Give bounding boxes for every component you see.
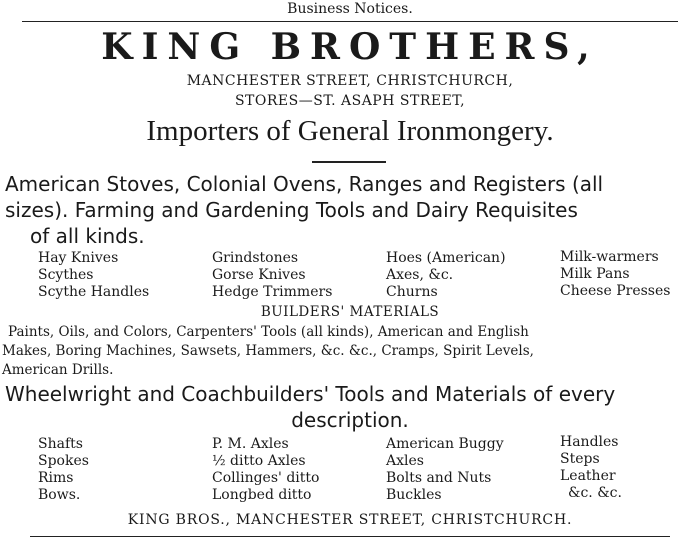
list-item: Bolts and Nuts	[386, 470, 492, 486]
list-item: Axes, &c.	[386, 267, 454, 283]
list-item: Hoes (American)	[386, 250, 506, 266]
section-title: Business Notices.	[287, 1, 413, 17]
list-item: ½ ditto Axles	[212, 453, 306, 469]
list-item: P. M. Axles	[212, 436, 289, 452]
list-item: American Buggy	[386, 436, 504, 452]
builders-line-2: Makes, Boring Machines, Sawsets, Hammers, &c. &c., Cramps, Spirit Levels,	[2, 343, 534, 359]
materials-column-4	[560, 434, 622, 502]
list-item: Axles	[386, 453, 424, 469]
firm-name: KING BROTHERS,	[101, 26, 599, 68]
list-item: Hedge Trimmers	[212, 284, 333, 300]
list-item: Grindstones	[212, 250, 299, 266]
list-item: Milk-warmers	[560, 249, 659, 265]
materials-column-1	[38, 436, 89, 504]
list-item: Leather	[560, 468, 616, 484]
tools-column-3	[386, 250, 506, 301]
top-rule	[22, 21, 678, 22]
list-item: Cheese Presses	[560, 283, 671, 299]
tools-column-4	[560, 249, 670, 300]
list-item: Collinges' ditto	[212, 470, 320, 486]
wheelwright-line-2: description.	[291, 408, 409, 432]
list-item: Steps	[560, 451, 600, 467]
intro-line-2: sizes). Farming and Gardening Tools and Dairy Requisites	[5, 198, 578, 222]
wheelwright-line-1: Wheelwright and Coachbuilders' Tools and Materials of every	[5, 382, 616, 406]
list-item: Gorse Knives	[212, 267, 306, 283]
list-item: Churns	[386, 284, 438, 300]
tagline: Importers of General Ironmongery.	[146, 115, 554, 147]
list-item: Bows.	[38, 487, 81, 503]
materials-column-3	[386, 436, 504, 504]
list-item: Milk Pans	[560, 266, 630, 282]
list-item: Shafts	[38, 436, 83, 452]
builders-line-1: Paints, Oils, and Colors, Carpenters' Tools (all kinds), American and English	[8, 324, 529, 340]
list-item: Rims	[38, 470, 74, 486]
intro-line-3: of all kinds.	[30, 224, 145, 248]
builders-line-3: American Drills.	[2, 362, 114, 378]
list-item: &c. &c.	[568, 485, 622, 501]
tools-column-1	[38, 250, 149, 301]
list-item: Longbed ditto	[212, 487, 312, 503]
address-line-2: STORES—ST. ASAPH STREET,	[234, 93, 466, 109]
bottom-rule	[30, 536, 670, 537]
list-item: Spokes	[38, 453, 89, 469]
middle-rule	[312, 161, 386, 163]
list-item: Hay Knives	[38, 250, 119, 266]
list-item: Scythe Handles	[38, 284, 150, 300]
list-item: Buckles	[386, 487, 442, 503]
intro-line-1: American Stoves, Colonial Ovens, Ranges and Registers (all	[5, 172, 604, 196]
tools-column-2	[212, 250, 332, 301]
materials-column-2	[212, 436, 319, 504]
footer-line: KING BROS., MANCHESTER STREET, CHRISTCHURCH.	[127, 512, 573, 528]
builders-heading: BUILDERS' MATERIALS	[260, 304, 440, 320]
list-item: Handles	[560, 434, 619, 450]
list-item: Scythes	[38, 267, 94, 283]
address-line-1: MANCHESTER STREET, CHRISTCHURCH,	[186, 73, 514, 89]
